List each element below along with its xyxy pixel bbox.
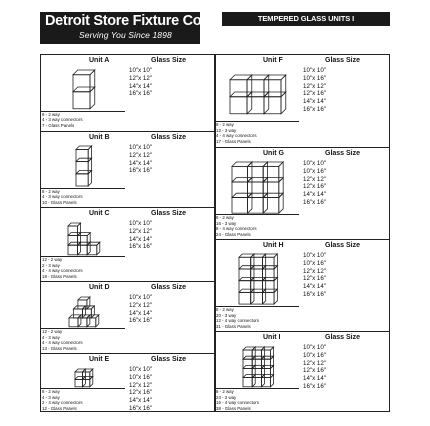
parts-item: 20 - 3 way xyxy=(216,312,237,318)
company-name: Detroit Store Fixture Co. xyxy=(45,13,206,29)
glass-size-item: 16"x 16" xyxy=(129,317,152,325)
cube-cell xyxy=(239,289,254,304)
glass-size-item: 12"x 16" xyxy=(129,389,152,397)
unit-illustration xyxy=(74,368,94,388)
glass-size-item: 14"x 14" xyxy=(129,235,152,243)
glass-size-item: 16"x 16" xyxy=(303,290,326,298)
glass-size-item: 12"x 12" xyxy=(129,151,152,159)
parts-item: 4 - 3 way connectors xyxy=(42,117,83,123)
parts-item: 4 - 4 way connectors xyxy=(216,133,257,139)
parts-list xyxy=(216,215,257,238)
unit-g-panel xyxy=(215,147,389,239)
cube-cell xyxy=(232,193,252,213)
parts-list xyxy=(42,257,83,280)
glass-size-label: Glass Size xyxy=(151,134,187,141)
parts-item: 8 - 2 way xyxy=(42,188,60,194)
glass-size-item: 12"x 12" xyxy=(303,267,326,275)
glass-size-item: 12"x 12" xyxy=(303,82,326,90)
unit-illustration xyxy=(229,74,287,115)
glass-size-list xyxy=(129,144,152,175)
parts-item: 17 - Glass Panels xyxy=(216,139,251,145)
glass-size-item: 10"x 10" xyxy=(129,144,152,151)
glass-size-item: 12"x 12" xyxy=(129,301,152,309)
unit-illustration xyxy=(231,161,285,215)
glass-size-item: 10"x 10" xyxy=(303,252,326,259)
parts-item: 31 - Glass Panels xyxy=(216,324,251,330)
glass-size-item: 14"x 14" xyxy=(303,375,326,383)
glass-size-item: 16"x 16" xyxy=(129,404,152,412)
unit-illustration xyxy=(67,222,101,256)
glass-size-item: 16"x 16" xyxy=(303,105,326,113)
parts-item: 8 - 4 way connectors xyxy=(216,226,257,232)
unit-c-panel xyxy=(41,207,215,281)
page-banner: TEMPERED GLASS UNITS I xyxy=(222,12,390,26)
left-column xyxy=(40,54,216,412)
glass-size-item: 16"x 16" xyxy=(129,90,152,98)
parts-item: 12 - Glass Panels xyxy=(42,406,77,412)
parts-item: 2 - 3 way xyxy=(42,262,60,268)
parts-item: 4 - 3 way connectors xyxy=(42,194,83,200)
parts-item: 2 - 4 way connectors xyxy=(42,400,83,406)
parts-item: 16 - 3 way xyxy=(216,220,237,226)
unit-name: Unit D xyxy=(89,284,110,291)
glass-size-list xyxy=(303,344,326,391)
glass-size-label: Glass Size xyxy=(151,210,187,217)
glass-size-item: 12"x 16" xyxy=(303,183,326,191)
parts-item: 38 - Glass Panels xyxy=(216,406,251,412)
glass-size-item: 16"x 16" xyxy=(303,382,326,390)
cube-cell xyxy=(75,376,85,386)
parts-item: 8 - 2 way xyxy=(216,388,234,394)
parts-item: 4 - 3 way xyxy=(42,334,60,340)
glass-size-item: 12"x 16" xyxy=(303,90,326,98)
glass-size-item: 10"x 10" xyxy=(303,160,326,167)
glass-size-label: Glass Size xyxy=(325,57,361,64)
glass-size-item: 12"x 16" xyxy=(303,367,326,375)
glass-size-item: 10"x 16" xyxy=(303,167,326,175)
parts-item: 13 - Glass Panels xyxy=(42,346,77,352)
header xyxy=(0,0,430,44)
glass-size-item: 10"x 16" xyxy=(303,259,326,267)
glass-size-item: 16"x 16" xyxy=(303,198,326,206)
glass-size-item: 10"x 10" xyxy=(303,67,326,74)
glass-size-item: 10"x 16" xyxy=(303,351,326,359)
glass-size-item: 12"x 12" xyxy=(303,359,326,367)
glass-size-item: 12"x 12" xyxy=(129,381,152,389)
glass-size-item: 14"x 14" xyxy=(129,159,152,167)
parts-list xyxy=(216,122,257,145)
cube-cell xyxy=(73,87,95,109)
cube-cell xyxy=(76,171,92,187)
parts-list xyxy=(216,389,259,412)
glass-size-item: 10"x 16" xyxy=(303,74,326,82)
unit-h-panel xyxy=(215,239,389,331)
parts-item: 12 - 3 way xyxy=(216,127,237,133)
parts-item: 10 - Glass Panels xyxy=(42,200,77,206)
glass-size-item: 12"x 12" xyxy=(129,227,152,235)
glass-size-list xyxy=(129,366,152,413)
unit-illustration xyxy=(72,69,96,110)
glass-size-item: 12"x 12" xyxy=(129,74,152,82)
glass-size-label: Glass Size xyxy=(151,57,187,64)
cube-cell xyxy=(69,314,81,326)
glass-size-item: 10"x 16" xyxy=(129,373,152,381)
parts-item: 24 - Glass Panels xyxy=(216,232,251,238)
unit-illustration xyxy=(75,145,93,188)
glass-size-label: Glass Size xyxy=(151,284,187,291)
glass-size-list xyxy=(129,220,152,251)
parts-list xyxy=(42,189,83,206)
glass-size-label: Glass Size xyxy=(325,334,361,341)
parts-item: 8 - 2 way xyxy=(216,121,234,127)
unit-name: Unit A xyxy=(89,57,110,64)
glass-size-item: 10"x 10" xyxy=(303,344,326,351)
glass-size-item: 14"x 14" xyxy=(129,309,152,317)
parts-item: 8 - 2 way xyxy=(216,306,234,312)
parts-item: 18 - Glass Panels xyxy=(42,274,77,280)
cube-cell xyxy=(243,374,255,386)
glass-size-label: Glass Size xyxy=(151,356,187,363)
unit-illustration xyxy=(242,346,275,388)
cube-cell xyxy=(230,92,252,114)
glass-size-list xyxy=(303,67,326,114)
glass-size-item: 10"x 10" xyxy=(129,366,152,373)
glass-size-item: 14"x 14" xyxy=(303,283,326,291)
unit-name: Unit H xyxy=(263,242,284,249)
parts-item: 8 - 2 way xyxy=(42,388,60,394)
glass-size-list xyxy=(303,160,326,207)
unit-i-panel xyxy=(215,331,389,413)
unit-illustration xyxy=(238,253,279,306)
parts-item: 8 - 2 way xyxy=(42,111,60,117)
glass-size-item: 12"x 12" xyxy=(303,175,326,183)
parts-item: 12 - 2 way xyxy=(42,256,63,262)
parts-item: 8 - 2 way xyxy=(216,214,234,220)
glass-size-label: Glass Size xyxy=(325,150,361,157)
unit-b-panel xyxy=(41,131,215,207)
glass-size-item: 14"x 14" xyxy=(303,98,326,106)
glass-size-item: 10"x 10" xyxy=(129,294,152,301)
parts-item: 24 - 3 way xyxy=(216,394,237,400)
parts-item: 12 - 2 way xyxy=(42,328,63,334)
parts-list xyxy=(42,112,83,129)
unit-name: Unit E xyxy=(89,356,110,363)
glass-size-list xyxy=(129,294,152,325)
unit-illustration xyxy=(68,296,100,328)
parts-item: 16 - 4 way connectors xyxy=(216,400,259,406)
company-tagline: Serving You Since 1898 xyxy=(79,30,172,40)
glass-size-label: Glass Size xyxy=(325,242,361,249)
glass-size-list xyxy=(303,252,326,299)
unit-name: Unit F xyxy=(263,57,283,64)
parts-list xyxy=(216,307,259,330)
unit-d-panel xyxy=(41,281,215,353)
cube-cell xyxy=(68,242,81,255)
glass-size-item: 10"x 10" xyxy=(129,220,152,227)
parts-item: 4 - 4 way connectors xyxy=(42,268,83,274)
unit-f-panel xyxy=(215,55,389,147)
parts-list xyxy=(42,329,83,352)
unit-a-panel xyxy=(41,55,215,131)
glass-size-list xyxy=(129,67,152,98)
unit-name: Unit I xyxy=(263,334,281,341)
unit-name: Unit C xyxy=(89,210,110,217)
parts-item: 7 - Glass Panels xyxy=(42,123,75,129)
glass-size-item: 16"x 16" xyxy=(129,243,152,251)
unit-name: Unit G xyxy=(263,150,284,157)
parts-item: 12 - 4 way connectors xyxy=(216,318,259,324)
parts-item: 4 - 3 way xyxy=(42,394,60,400)
company-logo xyxy=(40,12,206,44)
unit-e-panel xyxy=(41,353,215,413)
glass-size-item: 14"x 14" xyxy=(129,397,152,405)
glass-size-item: 16"x 16" xyxy=(129,167,152,175)
right-column xyxy=(214,54,390,412)
glass-size-item: 12"x 16" xyxy=(303,275,326,283)
glass-size-item: 10"x 10" xyxy=(129,67,152,74)
parts-list xyxy=(42,389,83,412)
parts-item: 4 - 4 way connectors xyxy=(42,340,83,346)
glass-size-item: 14"x 14" xyxy=(303,191,326,199)
glass-size-item: 14"x 14" xyxy=(129,82,152,90)
unit-name: Unit B xyxy=(89,134,110,141)
